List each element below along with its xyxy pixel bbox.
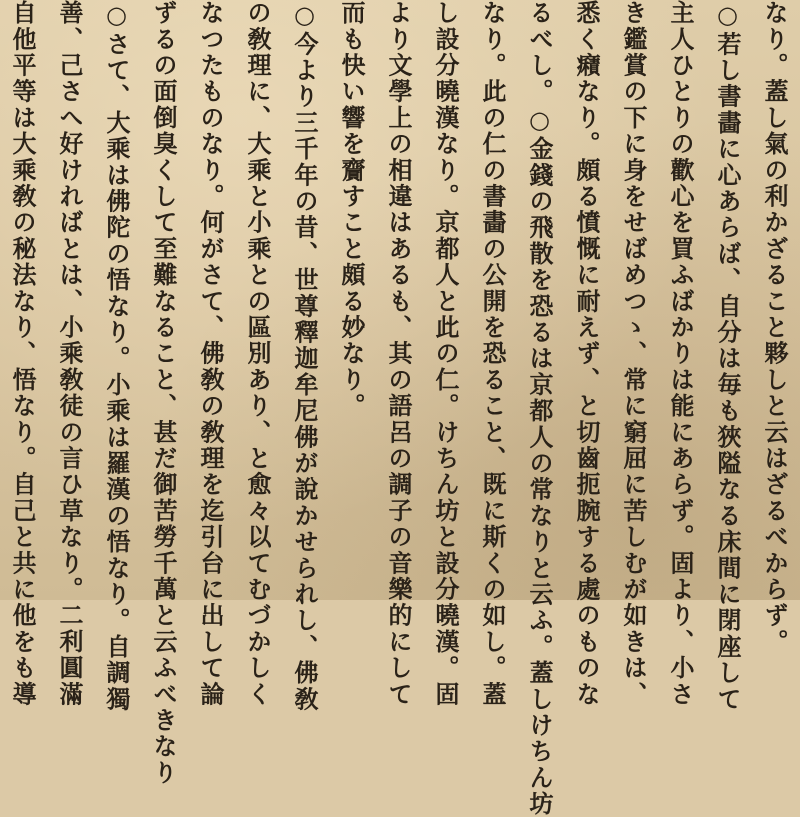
column-text: し設分曉漢なり。京都人と此の仁。けちん坊と設分曉漢。固 [431,0,460,708]
text-column-5 [563,0,610,708]
column-text: より文學上の相違はあるも、其の語呂の調子の音樂的にして [384,0,413,708]
text-column-8 [422,0,469,708]
text-column-6 [516,0,563,817]
text-column-3 [657,0,704,708]
text-column-1 [751,0,798,655]
vertical-text-block [2,0,798,817]
column-text: なり。此の仁の書畵の公開を恐ること、既に斯くの如し。蓋 [478,0,507,708]
text-column-2 [704,0,751,713]
column-text: なり。蓋し氣の利かざること夥しと云はざるべからず。 [760,0,789,655]
text-column-9 [375,0,422,708]
column-text: ○若し書畵に心あらば、自分は毎も狹隘なる床間に閉座して [713,0,742,713]
column-text: 善、己さへ好ければとは、小乘敎徒の言ひ草なり。二利圓滿 [55,0,84,708]
column-text: なつたものなり。何がさて、佛敎の敎理を迄引台に出して論 [196,0,225,708]
text-column-7 [469,0,516,708]
text-column-12 [234,0,281,708]
text-column-14 [140,0,187,787]
column-text: ○金錢の飛散を恐るは京都人の常なりと云ふ。蓋しけちん坊 [525,104,554,817]
column-text: 自他平等は大乘敎の秘法なり、悟なり。自己と共に他をも導 [8,0,37,708]
text-column-15 [93,0,140,713]
column-text: ○さて、大乘は佛陀の悟なり。小乘は羅漢の悟なり。自調獨 [102,0,131,713]
column-text: ずるの面倒臭くして至難なること、甚だ御苦勞千萬と云ふべ [149,0,178,708]
text-column-4 [610,0,657,708]
column-text: 悉く癪なり。頗る憤慨に耐えず、と切齒扼腕する處のものな [572,0,601,708]
text-column-16 [46,0,93,708]
column-text: ○今より三千年の昔、世尊釋迦牟尼佛が說かせられし、佛敎 [290,0,319,713]
column-text: き鑑賞の下に身をせばめつゝ、常に窮屈に苦しむが如きは、 [619,0,648,708]
column-text: 主人ひとりの歡心を買ふばかりは能にあらず。固より、小さ [666,0,695,708]
column-text: の敎理に、大乘と小乘との區別あり、と愈々以てむづかしく [243,0,272,708]
column-text: るべし。 [525,0,554,105]
text-column-17 [0,0,46,708]
text-column-10 [328,0,375,598]
text-column-11 [281,0,328,713]
column-text: きなり [149,707,178,787]
text-column-13 [187,0,234,708]
column-text: 而も快い響を齎すこと頗る妙なり。 [337,0,366,420]
